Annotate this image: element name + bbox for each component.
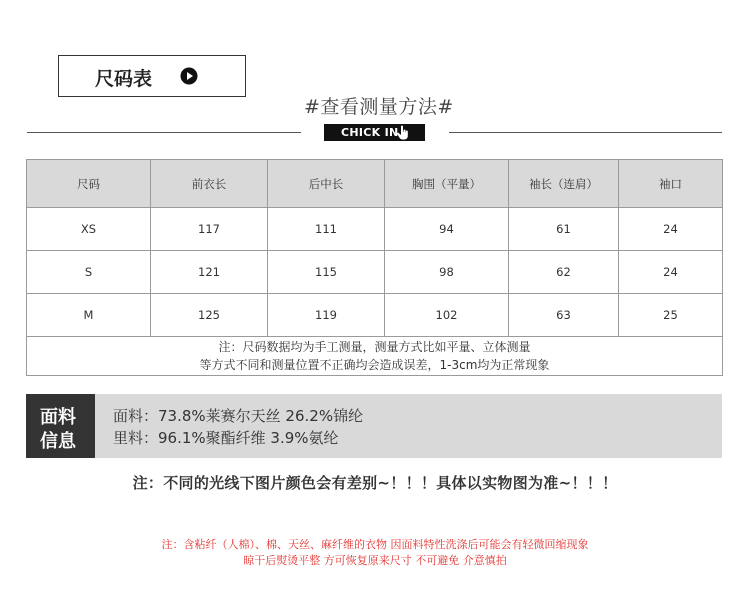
click-in-button[interactable] [324,124,425,141]
measurement-note-line1: 注：尺码数据均为手工测量，测量方式比如平量、立体测量 [218,340,531,354]
color-disclaimer: 注：不同的光线下图片颜色会有差别~！！！具体以实物图为准~！！！ [132,474,618,492]
divider-left [27,132,301,133]
table-cell: 98 [385,251,509,294]
care-note-line2: 晾干后熨烫平整 方可恢复原来尺寸 不可避免 介意慎拍 [243,554,507,567]
outer-fabric-text: 面料：73.8%莱赛尔天丝 26.2%锦纶 [113,407,364,425]
table-cell: XS [27,208,151,251]
col-header-back-length: 后中长 [268,160,385,208]
table-cell: 63 [509,294,619,337]
table-cell: 102 [385,294,509,337]
measure-method-title: #查看测量方法# [304,96,454,118]
size-chart-title: 尺码表 [95,68,153,90]
divider-right [449,132,722,133]
col-header-size: 尺码 [27,160,151,208]
fabric-info-tag [26,394,95,458]
care-note-line1: 注：含粘纤（人棉）、棉、天丝、麻纤维的衣物 因面料特性洗涤后可能会有轻微回缩现象 [161,538,589,551]
size-chart-header [58,55,246,97]
table-row [27,251,723,294]
table-row [27,294,723,337]
table-cell: 24 [619,208,723,251]
click-in-label: CHICK IN [341,126,399,139]
table-cell: 61 [509,208,619,251]
table-cell: 62 [509,251,619,294]
size-table [26,159,723,376]
table-cell: 94 [385,208,509,251]
table-cell: 115 [268,251,385,294]
table-row [27,208,723,251]
table-cell: 25 [619,294,723,337]
col-header-sleeve: 袖长（连肩） [509,160,619,208]
table-cell: 121 [151,251,268,294]
pointing-hand-icon [396,125,410,140]
table-cell: 125 [151,294,268,337]
play-icon[interactable] [180,67,198,85]
table-cell: 117 [151,208,268,251]
table-cell: M [27,294,151,337]
fabric-info [26,394,722,458]
table-cell: 111 [268,208,385,251]
table-cell: 119 [268,294,385,337]
lining-fabric-text: 里料：96.1%聚酯纤维 3.9%氨纶 [113,429,339,447]
col-header-chest: 胸围（平量） [385,160,509,208]
fabric-tag-line2: 信息 [40,431,76,452]
table-header-row [27,160,723,208]
col-header-cuff: 袖口 [619,160,723,208]
measurement-note [27,337,723,376]
col-header-front-length: 前衣长 [151,160,268,208]
table-cell: 24 [619,251,723,294]
measurement-note-line2: 等方式不同和测量位置不正确均会造成误差，1-3cm均为正常现象 [199,358,550,372]
table-cell: S [27,251,151,294]
table-note-row [27,337,723,376]
fabric-tag-line1: 面料 [40,407,76,428]
